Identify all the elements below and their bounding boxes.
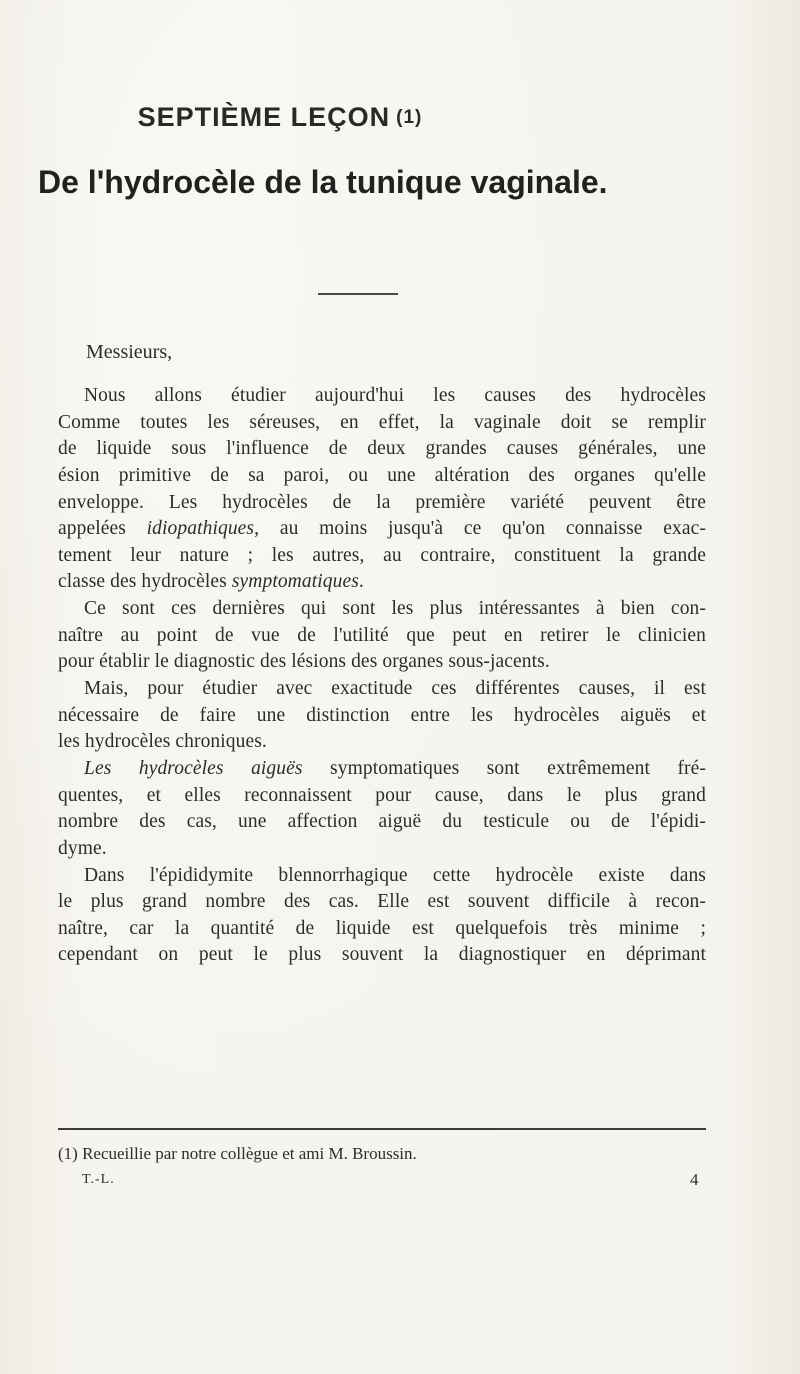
lesson-heading xyxy=(0,102,560,133)
text-line: nécessaire de faire une distinction entre les hydrocèles aiguës et xyxy=(58,704,706,726)
text-line xyxy=(58,756,706,783)
text-line: ésion primitive de sa paroi, ou une altération des organes qu'elle xyxy=(58,464,706,486)
text-line: les hydrocèles chroniques. xyxy=(58,731,267,753)
footnote-divider xyxy=(58,1128,706,1130)
text-line: Dans l'épididymite blennorrhagique cette hydrocèle existe dans xyxy=(84,864,706,886)
line-text: . xyxy=(358,571,364,593)
lesson-label: SEPTIÈME LEÇON xyxy=(137,102,391,132)
text-line: le plus grand nombre des cas. Elle est souvent difficile à recon- xyxy=(58,891,706,913)
text-line: dyme. xyxy=(58,837,107,859)
italic-term: symptomatiques xyxy=(231,571,359,593)
chapter-title: De l'hydrocèle de la tunique vaginale. xyxy=(38,164,608,200)
text-line: pour établir le diagnostic des lésions des organes sous-jacents. xyxy=(58,651,550,673)
text-line: Nous allons étudier aujourd'hui les causes des hydrocèles xyxy=(84,385,706,406)
line-text: appelées xyxy=(58,518,147,540)
signature-mark: T.-L. xyxy=(82,1172,115,1187)
text-line: Comme toutes les séreuses, en effet, la vaginale doit se remplir xyxy=(58,411,706,433)
text-line: tement leur nature ; les autres, au contraire, constituent la grande xyxy=(58,544,706,566)
text-line: enveloppe. Les hydrocèles de la première variété peuvent être xyxy=(58,491,706,513)
text-line: Ce sont ces dernières qui sont les plus intéressantes à bien con- xyxy=(84,598,706,620)
italic-term: Les hydrocèles aiguës xyxy=(84,757,303,779)
text-line: cependant on peut le plus souvent la diagnostiquer en déprimant xyxy=(58,944,706,966)
footnote: (1) Recueillie par notre collègue et ami M. Broussin. xyxy=(58,1144,417,1163)
text-line xyxy=(58,569,706,596)
text-line: naître au point de vue de l'utilité que peut en retirer le clinicien xyxy=(58,624,706,646)
text-line: naître, car la quantité de liquide est quelquefois très minime ; xyxy=(58,917,706,939)
body-text xyxy=(58,383,706,969)
text-line: Mais, pour étudier avec exactitude ces différentes causes, il est xyxy=(84,678,706,700)
line-text: symptomatiques sont extrêmement fré- xyxy=(302,757,706,779)
title-divider xyxy=(318,293,398,295)
text-line: quentes, et elles reconnaissent pour cause, dans le plus grand xyxy=(58,784,706,806)
line-text: classe des hydrocèles xyxy=(58,571,232,593)
page-number: 4 xyxy=(690,1170,699,1189)
italic-term: idiopathiques xyxy=(146,518,255,540)
footnote-reference: (1) xyxy=(396,107,423,128)
text-line xyxy=(58,516,706,543)
line-text: , au moins jusqu'à ce qu'on connaisse exac- xyxy=(254,518,706,540)
text-line: de liquide sous l'influence de deux grandes causes générales, une xyxy=(58,438,706,460)
text-line: nombre des cas, une affection aiguë du testicule ou de l'épidi- xyxy=(58,811,706,833)
salutation: Messieurs, xyxy=(86,341,173,363)
